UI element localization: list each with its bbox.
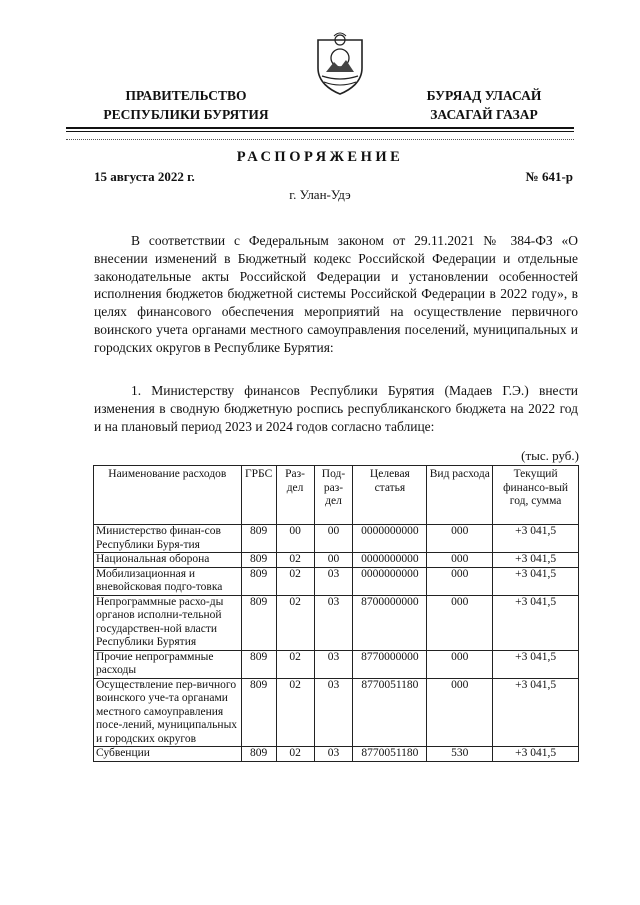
row-vid: 000 [427, 553, 493, 568]
table-units: (тыс. руб.) [521, 448, 579, 463]
row-statya: 0000000000 [353, 553, 427, 568]
table-row [94, 525, 579, 553]
row-vid: 000 [427, 567, 493, 595]
row-razdel: 02 [276, 595, 314, 650]
row-razdel: 02 [276, 650, 314, 678]
row-statya: 8770051180 [353, 747, 427, 762]
row-grbs: 809 [241, 747, 276, 762]
row-podrazdel: 03 [314, 567, 353, 595]
row-statya: 8700000000 [353, 595, 427, 650]
budget-table [93, 465, 579, 762]
row-podrazdel: 00 [314, 553, 353, 568]
row-name: Прочие непрограммные расходы [94, 650, 242, 678]
government-name-ru [76, 86, 296, 124]
table-row [94, 650, 579, 678]
table-header-row [94, 466, 579, 525]
table-row [94, 553, 579, 568]
row-podrazdel: 03 [314, 650, 353, 678]
header-name: Наименование расходов [94, 466, 242, 525]
row-grbs: 809 [241, 650, 276, 678]
row-name: Субвенции [94, 747, 242, 762]
row-razdel: 02 [276, 567, 314, 595]
government-line1: ПРАВИТЕЛЬСТВО [125, 88, 247, 103]
row-grbs: 809 [241, 525, 276, 553]
table-row [94, 747, 579, 762]
coat-of-arms-icon [314, 32, 366, 96]
government-line1-bua: БУРЯАД УЛАСАЙ [426, 88, 542, 103]
row-vid: 000 [427, 678, 493, 747]
row-name: Национальная оборона [94, 553, 242, 568]
table-row [94, 595, 579, 650]
row-grbs: 809 [241, 678, 276, 747]
document-title: РАСПОРЯЖЕНИЕ [236, 149, 404, 165]
row-summa: +3 041,5 [493, 650, 579, 678]
row-grbs: 809 [241, 595, 276, 650]
row-vid: 000 [427, 595, 493, 650]
government-name-bua [405, 86, 563, 124]
row-razdel: 02 [276, 747, 314, 762]
row-name: Осуществление пер-вичного воинского уче-та органами местного самоуправления посе-лений, муниципальных и городских округов [94, 678, 242, 747]
row-podrazdel: 03 [314, 595, 353, 650]
row-vid: 530 [427, 747, 493, 762]
government-line2-bua: ЗАСАГАЙ ГАЗАР [430, 107, 538, 122]
row-name: Непрограммные расхо-ды органов исполни-тельной государствен-ной власти Республики Бурятия [94, 595, 242, 650]
paragraph-preamble: В соответствии с Федеральным законом от 29.11.2021 № 384-ФЗ «О внесении изменений в Бюджетный кодекс Российской Федерации и отдельные законодательные акты Российской Федерации и установлении особенностей исполнения бюджетов бюджетной системы Российской Федерации в 2022 году», в целях финансового обеспечения мероприятий на осуществление первичного воинского учета органами местного самоуправления поселений, муниципальных и городских округов в Республике Бурятия: [94, 233, 578, 355]
row-summa: +3 041,5 [493, 747, 579, 762]
row-statya: 0000000000 [353, 567, 427, 595]
paragraph-item-1: 1. Министерству финансов Республики Бурятия (Мадаев Г.Э.) внести изменения в сводную бюджетную роспись республиканского бюджета на 2022 год и на плановый период 2023 и 2024 годов согласно таблице: [94, 383, 578, 434]
row-statya: 8770000000 [353, 650, 427, 678]
header-dotted-rule [66, 139, 574, 140]
row-vid: 000 [427, 525, 493, 553]
header-grbs: ГРБС [241, 466, 276, 525]
header-razdel: Раз-дел [276, 466, 314, 525]
row-summa: +3 041,5 [493, 567, 579, 595]
row-razdel: 02 [276, 553, 314, 568]
row-podrazdel: 03 [314, 747, 353, 762]
header-rule-thin [66, 131, 574, 132]
document-city: г. Улан-Удэ [289, 187, 351, 202]
document-number: № 641-р [525, 169, 573, 184]
header-summa: Текущий финансо-вый год, сумма [493, 466, 579, 525]
row-razdel: 02 [276, 678, 314, 747]
row-name: Министерство финан-сов Республики Буря-тия [94, 525, 242, 553]
header-podrazdel: Под-раз-дел [314, 466, 353, 525]
document-date: 15 августа 2022 г. [94, 169, 195, 184]
row-razdel: 00 [276, 525, 314, 553]
header-vid: Вид расхода [427, 466, 493, 525]
row-summa: +3 041,5 [493, 678, 579, 747]
header-rule-thick [66, 127, 574, 129]
row-podrazdel: 03 [314, 678, 353, 747]
row-statya: 8770051180 [353, 678, 427, 747]
header-statya: Целевая статья [353, 466, 427, 525]
row-statya: 0000000000 [353, 525, 427, 553]
row-summa: +3 041,5 [493, 525, 579, 553]
row-summa: +3 041,5 [493, 595, 579, 650]
table-row [94, 567, 579, 595]
row-grbs: 809 [241, 567, 276, 595]
row-name: Мобилизационная и вневойсковая подго-товка [94, 567, 242, 595]
row-summa: +3 041,5 [493, 553, 579, 568]
government-line2: РЕСПУБЛИКИ БУРЯТИЯ [103, 107, 269, 122]
row-vid: 000 [427, 650, 493, 678]
row-grbs: 809 [241, 553, 276, 568]
table-row [94, 678, 579, 747]
row-podrazdel: 00 [314, 525, 353, 553]
